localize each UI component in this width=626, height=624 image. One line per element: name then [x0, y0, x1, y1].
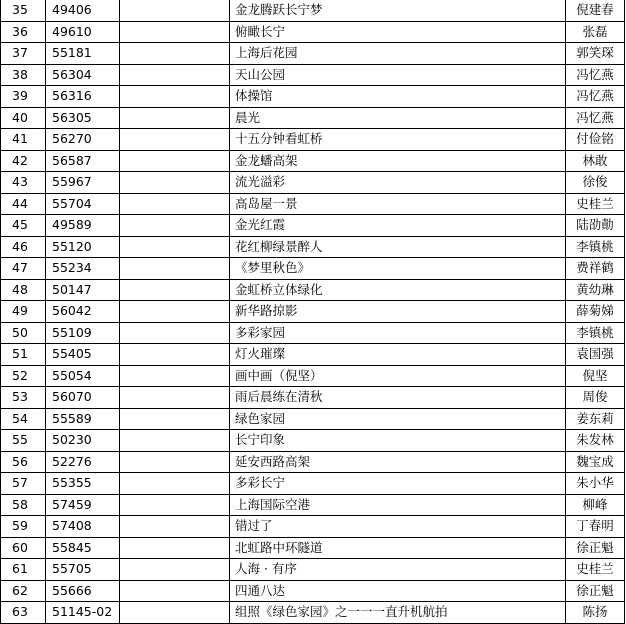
row-number-cell: 59: [1, 516, 46, 538]
table-row: [1, 21, 625, 43]
entry-code-cell: 55234: [46, 258, 120, 280]
row-number-cell: 62: [1, 580, 46, 602]
blank-cell: [120, 86, 230, 108]
photo-title-cell: 新华路掠影: [230, 301, 566, 323]
photo-title-cell: 延安西路高架: [230, 451, 566, 473]
row-number-cell: 42: [1, 150, 46, 172]
entry-code-cell: 55704: [46, 193, 120, 215]
photo-title-cell: 十五分钟看虹桥: [230, 129, 566, 151]
photo-title-cell: 体操馆: [230, 86, 566, 108]
table-row: [1, 365, 625, 387]
row-number-cell: 41: [1, 129, 46, 151]
blank-cell: [120, 430, 230, 452]
photo-title-cell: 《梦里秋色》: [230, 258, 566, 280]
author-cell: 黄幼琳: [566, 279, 625, 301]
author-cell: 陈扬: [566, 602, 625, 624]
row-number-cell: 37: [1, 43, 46, 65]
blank-cell: [120, 408, 230, 430]
blank-cell: [120, 172, 230, 194]
blank-cell: [120, 559, 230, 581]
author-cell: 薛菊娣: [566, 301, 625, 323]
row-number-cell: 58: [1, 494, 46, 516]
row-number-cell: 39: [1, 86, 46, 108]
photo-title-cell: 北虹路中环隧道: [230, 537, 566, 559]
table-row: [1, 580, 625, 602]
table-row: [1, 86, 625, 108]
row-number-cell: 36: [1, 21, 46, 43]
author-cell: 冯忆燕: [566, 107, 625, 129]
author-cell: 郭笑琛: [566, 43, 625, 65]
table-row: [1, 258, 625, 280]
blank-cell: [120, 64, 230, 86]
row-number-cell: 54: [1, 408, 46, 430]
photo-title-cell: 上海国际空港: [230, 494, 566, 516]
author-cell: 柳峰: [566, 494, 625, 516]
row-number-cell: 45: [1, 215, 46, 237]
author-cell: 费祥鹤: [566, 258, 625, 280]
author-cell: 林敢: [566, 150, 625, 172]
table-row: [1, 279, 625, 301]
blank-cell: [120, 365, 230, 387]
entry-code-cell: 55666: [46, 580, 120, 602]
blank-cell: [120, 516, 230, 538]
entry-code-cell: 55967: [46, 172, 120, 194]
entry-code-cell: 49610: [46, 21, 120, 43]
blank-cell: [120, 129, 230, 151]
entry-code-cell: 55181: [46, 43, 120, 65]
entry-code-cell: 56305: [46, 107, 120, 129]
table-row: [1, 129, 625, 151]
table-row: [1, 473, 625, 495]
photo-title-cell: 组照《绿色家园》之一一一直升机航拍: [230, 602, 566, 624]
blank-cell: [120, 236, 230, 258]
entry-code-cell: 55705: [46, 559, 120, 581]
author-cell: 丁春明: [566, 516, 625, 538]
photo-title-cell: 金虹桥立体绿化: [230, 279, 566, 301]
entry-code-cell: 55120: [46, 236, 120, 258]
table-row: [1, 43, 625, 65]
author-cell: 姜东莉: [566, 408, 625, 430]
table-row: [1, 0, 625, 21]
row-number-cell: 50: [1, 322, 46, 344]
photo-title-cell: 四通八达: [230, 580, 566, 602]
author-cell: 张磊: [566, 21, 625, 43]
blank-cell: [120, 451, 230, 473]
photo-title-cell: 雨后晨练在清秋: [230, 387, 566, 409]
row-number-cell: 52: [1, 365, 46, 387]
blank-cell: [120, 193, 230, 215]
photo-title-cell: 天山公园: [230, 64, 566, 86]
table-row: [1, 408, 625, 430]
table-row: [1, 516, 625, 538]
entry-code-cell: 56270: [46, 129, 120, 151]
row-number-cell: 61: [1, 559, 46, 581]
entry-code-cell: 50230: [46, 430, 120, 452]
row-number-cell: 60: [1, 537, 46, 559]
table-row: [1, 387, 625, 409]
blank-cell: [120, 43, 230, 65]
blank-cell: [120, 301, 230, 323]
row-number-cell: 43: [1, 172, 46, 194]
table-row: [1, 451, 625, 473]
blank-cell: [120, 344, 230, 366]
blank-cell: [120, 602, 230, 624]
photo-title-cell: 错过了: [230, 516, 566, 538]
row-number-cell: 51: [1, 344, 46, 366]
entry-code-cell: 49406: [46, 0, 120, 21]
blank-cell: [120, 215, 230, 237]
table-body: [1, 0, 625, 623]
entry-code-cell: 55845: [46, 537, 120, 559]
row-number-cell: 44: [1, 193, 46, 215]
table-row: [1, 537, 625, 559]
row-number-cell: 46: [1, 236, 46, 258]
row-number-cell: 53: [1, 387, 46, 409]
author-cell: 史桂兰: [566, 193, 625, 215]
author-cell: 徐俊: [566, 172, 625, 194]
row-number-cell: 56: [1, 451, 46, 473]
table-row: [1, 301, 625, 323]
photo-title-cell: 晨光: [230, 107, 566, 129]
table-row: [1, 150, 625, 172]
author-cell: 倪坚: [566, 365, 625, 387]
table-row: [1, 322, 625, 344]
table-row: [1, 494, 625, 516]
author-cell: 魏宝成: [566, 451, 625, 473]
blank-cell: [120, 473, 230, 495]
entry-code-cell: 57459: [46, 494, 120, 516]
photo-title-cell: 金龙蟠高架: [230, 150, 566, 172]
photo-title-cell: 上海后花园: [230, 43, 566, 65]
photo-title-cell: 绿色家园: [230, 408, 566, 430]
blank-cell: [120, 0, 230, 21]
row-number-cell: 55: [1, 430, 46, 452]
blank-cell: [120, 537, 230, 559]
author-cell: 冯忆燕: [566, 64, 625, 86]
table-row: [1, 236, 625, 258]
entry-code-cell: 56304: [46, 64, 120, 86]
entry-code-cell: 55054: [46, 365, 120, 387]
entry-code-cell: 56587: [46, 150, 120, 172]
photo-title-cell: 高岛屋一景: [230, 193, 566, 215]
author-cell: 付俭铭: [566, 129, 625, 151]
author-cell: 朱小华: [566, 473, 625, 495]
author-cell: 陆劭勣: [566, 215, 625, 237]
row-number-cell: 48: [1, 279, 46, 301]
entry-code-cell: 55355: [46, 473, 120, 495]
row-number-cell: 63: [1, 602, 46, 624]
blank-cell: [120, 387, 230, 409]
photo-title-cell: 多彩长宁: [230, 473, 566, 495]
blank-cell: [120, 322, 230, 344]
entry-code-cell: 57408: [46, 516, 120, 538]
author-cell: 徐正魁: [566, 580, 625, 602]
entry-code-cell: 56070: [46, 387, 120, 409]
photo-title-cell: 人海 · 有序: [230, 559, 566, 581]
entry-code-cell: 49589: [46, 215, 120, 237]
table-row: [1, 430, 625, 452]
entry-code-cell: 55589: [46, 408, 120, 430]
row-number-cell: 38: [1, 64, 46, 86]
photo-title-cell: 金光红霞: [230, 215, 566, 237]
entry-code-cell: 51145-02: [46, 602, 120, 624]
row-number-cell: 57: [1, 473, 46, 495]
row-number-cell: 35: [1, 0, 46, 21]
author-cell: 李镇桃: [566, 236, 625, 258]
photo-title-cell: 俯瞰长宁: [230, 21, 566, 43]
table-row: [1, 559, 625, 581]
author-cell: 李镇桃: [566, 322, 625, 344]
photo-title-cell: 画中画（倪坚）: [230, 365, 566, 387]
entry-code-cell: 56316: [46, 86, 120, 108]
blank-cell: [120, 150, 230, 172]
photo-title-cell: 长宁印象: [230, 430, 566, 452]
author-cell: 袁国强: [566, 344, 625, 366]
author-cell: 史桂兰: [566, 559, 625, 581]
row-number-cell: 47: [1, 258, 46, 280]
entry-code-cell: 55109: [46, 322, 120, 344]
photo-title-cell: 灯火璀璨: [230, 344, 566, 366]
blank-cell: [120, 21, 230, 43]
author-cell: 朱发林: [566, 430, 625, 452]
table-row: [1, 193, 625, 215]
photo-title-cell: 流光溢彩: [230, 172, 566, 194]
row-number-cell: 40: [1, 107, 46, 129]
blank-cell: [120, 580, 230, 602]
blank-cell: [120, 107, 230, 129]
photo-title-cell: 多彩家园: [230, 322, 566, 344]
table-row: [1, 64, 625, 86]
author-cell: 周俊: [566, 387, 625, 409]
author-cell: 徐正魁: [566, 537, 625, 559]
table-row: [1, 602, 625, 624]
entry-code-cell: 52276: [46, 451, 120, 473]
blank-cell: [120, 279, 230, 301]
author-cell: 冯忆燕: [566, 86, 625, 108]
table-row: [1, 107, 625, 129]
entry-code-cell: 56042: [46, 301, 120, 323]
entry-code-cell: 50147: [46, 279, 120, 301]
entry-code-cell: 55405: [46, 344, 120, 366]
author-cell: 倪建春: [566, 0, 625, 21]
row-number-cell: 49: [1, 301, 46, 323]
blank-cell: [120, 258, 230, 280]
table-row: [1, 344, 625, 366]
photo-title-cell: 金龙腾跃长宁梦: [230, 0, 566, 21]
photo-title-cell: 花红柳绿景醉人: [230, 236, 566, 258]
blank-cell: [120, 494, 230, 516]
table-row: [1, 215, 625, 237]
table-row: [1, 172, 625, 194]
